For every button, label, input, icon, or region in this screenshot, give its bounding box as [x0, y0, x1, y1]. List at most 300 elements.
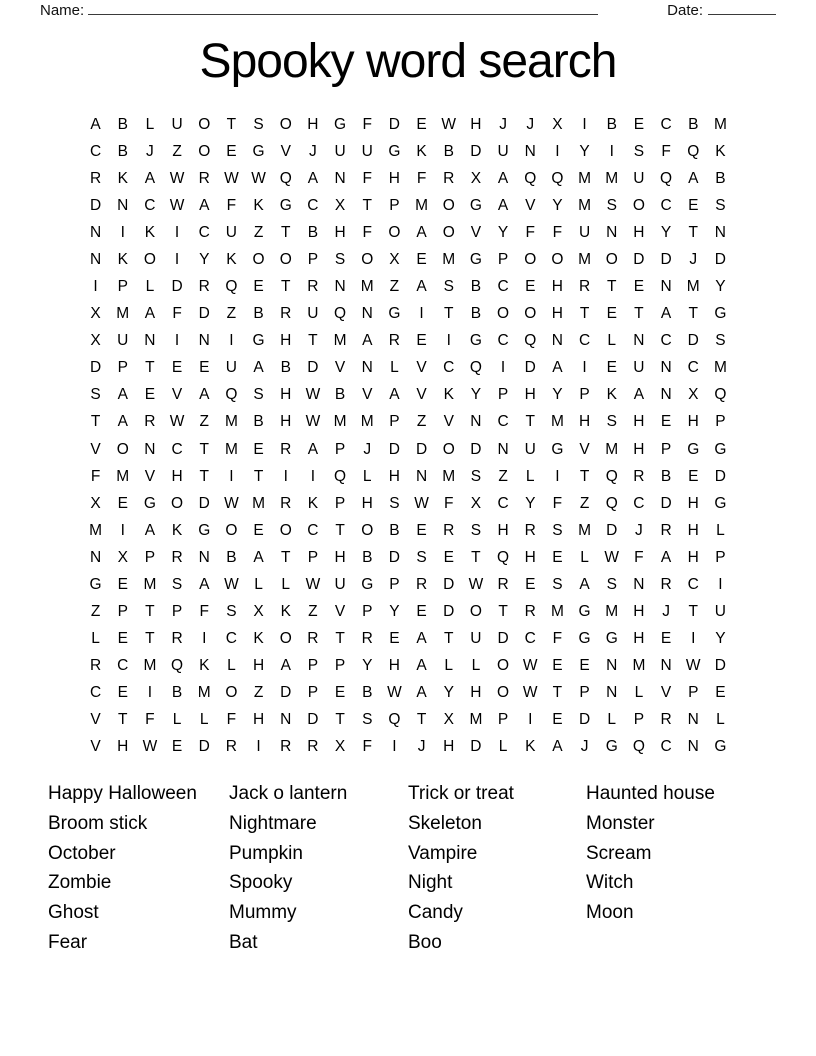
grid-letter: M: [605, 603, 619, 621]
grid-letter: H: [334, 223, 346, 241]
grid-letter: O: [497, 684, 510, 702]
grid-row: [82, 409, 734, 436]
grid-row: [82, 111, 734, 138]
grid-letter: E: [226, 142, 237, 160]
grid-letter: U: [524, 440, 536, 458]
grid-letter: Q: [469, 359, 482, 377]
grid-letter: I: [229, 467, 234, 485]
grid-letter: O: [279, 521, 292, 539]
grid-letter: V: [334, 359, 346, 377]
grid-letter: B: [362, 548, 373, 566]
grid-letter: S: [334, 250, 346, 268]
grid-letter: Z: [253, 684, 264, 702]
grid-letter: T: [145, 359, 155, 377]
grid-letter: T: [226, 115, 237, 133]
grid-letter: P: [389, 413, 400, 431]
grid-row: [82, 571, 734, 598]
grid-letter: Y: [470, 386, 482, 404]
grid-letter: Q: [279, 169, 292, 187]
grid-letter: C: [687, 359, 699, 377]
grid-letter: N: [361, 305, 373, 323]
grid-letter: I: [582, 359, 587, 377]
grid-letter: S: [633, 142, 645, 160]
grid-row: [82, 301, 734, 328]
grid-letter: L: [634, 684, 644, 702]
grid-letter: E: [606, 359, 617, 377]
grid-letter: A: [144, 521, 156, 539]
grid-letter: T: [688, 305, 698, 323]
grid-letter: D: [198, 494, 210, 512]
grid-letter: R: [660, 575, 672, 593]
grid-letter: C: [89, 684, 102, 702]
grid-letter: W: [441, 115, 457, 133]
grid-letter: M: [333, 332, 347, 350]
grid-letter: D: [89, 196, 102, 214]
grid-letter: P: [307, 657, 319, 675]
grid-letter: K: [525, 738, 536, 756]
grid-letter: R: [307, 630, 319, 648]
grid-letter: A: [144, 305, 156, 323]
grid-letter: J: [309, 142, 317, 160]
grid-letter: T: [281, 223, 291, 241]
grid-letter: N: [606, 657, 618, 675]
grid-letter: A: [416, 223, 427, 241]
word-list-item: Trick or treat: [408, 783, 514, 804]
grid-letter: P: [497, 386, 509, 404]
grid-letter: P: [334, 440, 346, 458]
grid-letter: P: [334, 494, 346, 512]
grid-letter: X: [688, 386, 699, 404]
grid-letter: I: [174, 223, 180, 241]
grid-letter: H: [280, 332, 292, 350]
grid-letter: E: [660, 413, 672, 431]
grid-letter: I: [147, 684, 153, 702]
grid-letter: M: [550, 603, 564, 621]
grid-letter: P: [389, 196, 400, 214]
grid-letter: T: [362, 196, 372, 214]
grid-letter: U: [117, 332, 129, 350]
grid-letter: P: [389, 575, 400, 593]
grid-letter: Q: [334, 467, 347, 485]
grid-letter: E: [633, 115, 645, 133]
grid-letter: W: [142, 738, 158, 756]
grid-letter: X: [389, 250, 400, 268]
grid-letter: N: [606, 223, 618, 241]
grid-letter: N: [714, 223, 726, 241]
grid-letter: T: [118, 711, 128, 729]
grid-letter: C: [660, 196, 672, 214]
grid-letter: S: [552, 575, 563, 593]
grid-letter: K: [443, 386, 454, 404]
grid-letter: O: [225, 521, 238, 539]
grid-letter: C: [524, 630, 536, 648]
grid-letter: P: [334, 657, 346, 675]
word-list-item: Spooky: [229, 872, 293, 894]
grid-letter: A: [280, 657, 291, 675]
word-list-item: Haunted house: [586, 783, 715, 804]
grid-letter: H: [633, 413, 645, 431]
grid-letter: E: [688, 467, 699, 485]
grid-letter: Q: [524, 169, 537, 187]
grid-letter: U: [361, 142, 373, 160]
grid-letter: E: [606, 305, 617, 323]
grid-letter: F: [172, 305, 182, 323]
grid-letter: A: [117, 413, 128, 431]
grid-letter: B: [117, 115, 128, 133]
grid-letter: C: [225, 630, 237, 648]
grid-letter: D: [388, 440, 400, 458]
grid-letter: J: [146, 142, 154, 160]
grid-letter: B: [171, 684, 183, 702]
grid-letter: T: [525, 413, 535, 431]
grid-letter: Y: [579, 142, 590, 160]
word-list-item: October: [48, 842, 116, 864]
grid-letter: G: [714, 738, 727, 756]
name-date-header: [40, 0, 776, 19]
grid-letter: T: [199, 440, 209, 458]
grid-letter: S: [171, 575, 183, 593]
grid-letter: O: [279, 115, 292, 133]
grid-letter: Z: [498, 467, 508, 485]
grid-letter: P: [715, 548, 726, 566]
word-list-item: Boo: [408, 931, 442, 953]
grid-letter: M: [224, 440, 238, 458]
grid-letter: F: [199, 603, 209, 621]
word-list-item: Jack o lantern: [229, 783, 348, 804]
grid-letter: P: [579, 386, 590, 404]
grid-letter: U: [334, 142, 346, 160]
grid-letter: V: [171, 386, 183, 404]
grid-letter: C: [117, 657, 129, 675]
grid-letter: L: [254, 575, 263, 593]
grid-row: [82, 599, 734, 626]
grid-letter: Z: [579, 494, 590, 512]
grid-letter: D: [606, 521, 618, 539]
word-list-item: Happy Halloween: [48, 783, 197, 804]
word-list-item: Moon: [586, 902, 634, 924]
grid-letter: G: [469, 196, 482, 214]
grid-row: [82, 734, 734, 761]
name-label: Name:: [40, 2, 85, 19]
grid-letter: L: [227, 657, 236, 675]
grid-letter: G: [334, 115, 347, 133]
grid-letter: M: [224, 413, 238, 431]
grid-row: [82, 382, 734, 409]
grid-letter: F: [552, 630, 563, 648]
grid-letter: H: [633, 630, 645, 648]
grid-letter: E: [633, 278, 645, 296]
grid-letter: L: [390, 359, 399, 377]
grid-letter: H: [578, 413, 591, 431]
grid-letter: K: [307, 494, 319, 512]
grid-letter: T: [281, 548, 291, 566]
grid-letter: A: [199, 575, 210, 593]
grid-letter: D: [388, 115, 400, 133]
grid-letter: D: [524, 359, 536, 377]
grid-letter: K: [117, 169, 128, 187]
grid-letter: X: [90, 332, 101, 350]
grid-letter: O: [279, 630, 292, 648]
grid-letter: I: [283, 467, 288, 485]
grid-letter: S: [226, 603, 237, 621]
grid-letter: G: [89, 575, 102, 593]
grid-letter: A: [389, 386, 400, 404]
grid-letter: G: [714, 440, 727, 458]
grid-letter: J: [580, 738, 589, 756]
grid-letter: K: [117, 250, 128, 268]
grid-letter: T: [607, 278, 617, 296]
grid-letter: O: [198, 142, 211, 160]
word-list-item: Ghost: [48, 902, 99, 924]
grid-letter: A: [688, 169, 699, 187]
grid-letter: D: [687, 332, 699, 350]
grid-letter: D: [470, 142, 482, 160]
grid-letter: I: [120, 521, 125, 539]
grid-letter: M: [469, 711, 483, 729]
date-input-line[interactable]: [708, 0, 776, 15]
grid-letter: Z: [253, 223, 264, 241]
grid-letter: O: [198, 115, 211, 133]
grid-letter: P: [117, 603, 128, 621]
grid-letter: J: [417, 738, 426, 756]
grid-letter: O: [388, 223, 401, 241]
grid-letter: I: [310, 467, 316, 485]
grid-letter: E: [416, 332, 427, 350]
word-list-item: Bat: [229, 931, 258, 953]
grid-letter: X: [443, 711, 454, 729]
grid-letter: A: [660, 548, 672, 566]
grid-letter: C: [497, 332, 509, 350]
grid-letter: A: [497, 169, 509, 187]
grid-letter: N: [117, 196, 129, 214]
grid-letter: H: [117, 738, 129, 756]
grid-letter: N: [89, 250, 102, 268]
grid-letter: O: [469, 603, 482, 621]
grid-letter: B: [253, 305, 264, 323]
grid-letter: H: [687, 548, 699, 566]
grid-letter: G: [605, 738, 618, 756]
grid-letter: R: [443, 521, 455, 539]
grid-letter: R: [89, 169, 102, 187]
grid-letter: F: [416, 169, 427, 187]
grid-letter: A: [660, 305, 672, 323]
grid-letter: A: [253, 359, 264, 377]
grid-letter: O: [143, 250, 156, 268]
grid-letter: K: [171, 521, 183, 539]
grid-letter: T: [335, 630, 345, 648]
grid-row: [82, 707, 734, 734]
grid-letter: V: [362, 386, 373, 404]
grid-letter: M: [442, 250, 456, 268]
grid-letter: X: [552, 115, 563, 133]
grid-letter: M: [713, 359, 727, 377]
grid-letter: T: [335, 711, 345, 729]
grid-letter: M: [360, 278, 374, 296]
grid-letter: N: [334, 278, 346, 296]
word-list-item: Candy: [408, 902, 463, 924]
grid-letter: D: [388, 548, 400, 566]
grid-letter: P: [117, 359, 128, 377]
grid-letter: U: [633, 169, 645, 187]
grid-letter: C: [660, 332, 672, 350]
grid-letter: E: [416, 603, 427, 621]
grid-letter: A: [199, 386, 210, 404]
grid-row: [82, 192, 734, 219]
grid-letter: A: [579, 575, 590, 593]
grid-letter: S: [253, 386, 264, 404]
grid-letter: R: [198, 278, 210, 296]
grid-letter: D: [307, 359, 319, 377]
grid-letter: N: [551, 332, 563, 350]
grid-letter: T: [688, 223, 698, 241]
word-list: [48, 779, 768, 958]
grid-letter: A: [416, 630, 427, 648]
grid-letter: V: [416, 359, 427, 377]
grid-letter: W: [604, 548, 620, 566]
word-list-column: [408, 779, 586, 958]
grid-letter: R: [225, 738, 237, 756]
grid-letter: X: [90, 305, 101, 323]
grid-letter: C: [497, 494, 509, 512]
grid-letter: C: [307, 196, 319, 214]
grid-letter: A: [416, 684, 427, 702]
grid-letter: L: [172, 711, 182, 729]
grid-letter: K: [226, 250, 237, 268]
grid-letter: N: [415, 467, 428, 485]
grid-letter: M: [116, 467, 130, 485]
grid-letter: O: [442, 440, 455, 458]
grid-letter: D: [714, 467, 726, 485]
grid-letter: U: [307, 305, 319, 323]
grid-letter: C: [497, 413, 509, 431]
grid-letter: F: [226, 711, 237, 729]
grid-letter: C: [307, 521, 319, 539]
grid-letter: U: [470, 630, 482, 648]
grid-letter: Q: [605, 467, 618, 485]
grid-letter: X: [253, 603, 264, 621]
grid-letter: D: [578, 711, 591, 729]
grid-letter: U: [578, 223, 591, 241]
grid-letter: N: [89, 548, 102, 566]
grid-letter: H: [551, 278, 563, 296]
grid-letter: L: [580, 548, 589, 566]
grid-letter: G: [469, 250, 482, 268]
grid-letter: N: [497, 440, 509, 458]
grid-letter: A: [253, 548, 264, 566]
grid-row: [82, 436, 734, 463]
grid-letter: Z: [199, 413, 209, 431]
grid-letter: M: [415, 196, 429, 214]
grid-letter: L: [607, 711, 617, 729]
grid-letter: R: [578, 278, 591, 296]
grid-letter: N: [524, 142, 536, 160]
grid-letter: R: [280, 305, 292, 323]
grid-letter: D: [280, 684, 292, 702]
grid-letter: T: [145, 630, 155, 648]
grid-letter: X: [470, 494, 482, 512]
grid-letter: L: [716, 711, 725, 729]
grid-letter: E: [525, 575, 536, 593]
grid-letter: M: [89, 521, 103, 539]
word-list-column: [586, 779, 768, 958]
grid-letter: C: [497, 278, 509, 296]
grid-letter: H: [280, 413, 292, 431]
grid-letter: G: [143, 494, 156, 512]
grid-letter: V: [280, 142, 291, 160]
grid-letter: R: [198, 169, 210, 187]
grid-letter: R: [524, 603, 536, 621]
grid-letter: X: [90, 494, 101, 512]
grid-letter: Q: [687, 142, 700, 160]
grid-letter: E: [117, 575, 128, 593]
word-list-item: Witch: [586, 872, 634, 894]
grid-letter: D: [443, 603, 455, 621]
grid-letter: C: [144, 196, 156, 214]
grid-letter: O: [524, 305, 537, 323]
grid-letter: A: [90, 115, 101, 133]
grid-letter: D: [660, 494, 672, 512]
grid-letter: C: [578, 332, 591, 350]
grid-letter: T: [444, 305, 454, 323]
grid-letter: D: [198, 305, 210, 323]
grid-letter: K: [416, 142, 427, 160]
grid-letter: L: [145, 115, 155, 133]
grid-letter: H: [252, 711, 265, 729]
grid-letter: W: [414, 494, 429, 512]
grid-letter: R: [633, 467, 645, 485]
grid-letter: P: [497, 250, 509, 268]
grid-letter: J: [499, 115, 507, 133]
grid-letter: U: [497, 142, 509, 160]
grid-letter: Z: [226, 305, 237, 323]
word-list-item: Mummy: [229, 902, 297, 924]
grid-letter: Y: [362, 657, 373, 675]
grid-letter: E: [253, 440, 264, 458]
word-list-item: Zombie: [48, 872, 112, 894]
grid-letter: G: [578, 603, 591, 621]
grid-letter: E: [525, 278, 536, 296]
grid-letter: H: [171, 467, 183, 485]
grid-letter: V: [416, 386, 427, 404]
grid-letter: E: [117, 684, 128, 702]
name-input-line[interactable]: [88, 0, 598, 15]
grid-letter: W: [251, 169, 266, 187]
grid-letter: X: [334, 196, 346, 214]
grid-letter: K: [144, 223, 156, 241]
grid-letter: I: [256, 738, 261, 756]
grid-letter: M: [333, 413, 347, 431]
grid-letter: O: [252, 250, 265, 268]
grid-letter: A: [552, 738, 563, 756]
grid-letter: X: [470, 169, 482, 187]
grid-letter: L: [362, 467, 372, 485]
grid-letter: M: [360, 413, 374, 431]
grid-letter: E: [144, 386, 156, 404]
grid-letter: R: [171, 630, 183, 648]
grid-letter: G: [714, 305, 727, 323]
grid-letter: C: [660, 738, 672, 756]
grid-letter: P: [307, 684, 319, 702]
grid-letter: I: [528, 711, 533, 729]
grid-letter: K: [606, 386, 617, 404]
grid-letter: X: [334, 738, 346, 756]
grid-letter: X: [117, 548, 128, 566]
grid-letter: O: [605, 250, 618, 268]
grid-letter: J: [526, 115, 535, 133]
grid-letter: E: [389, 630, 400, 648]
grid-letter: E: [715, 684, 726, 702]
grid-letter: F: [362, 223, 372, 241]
